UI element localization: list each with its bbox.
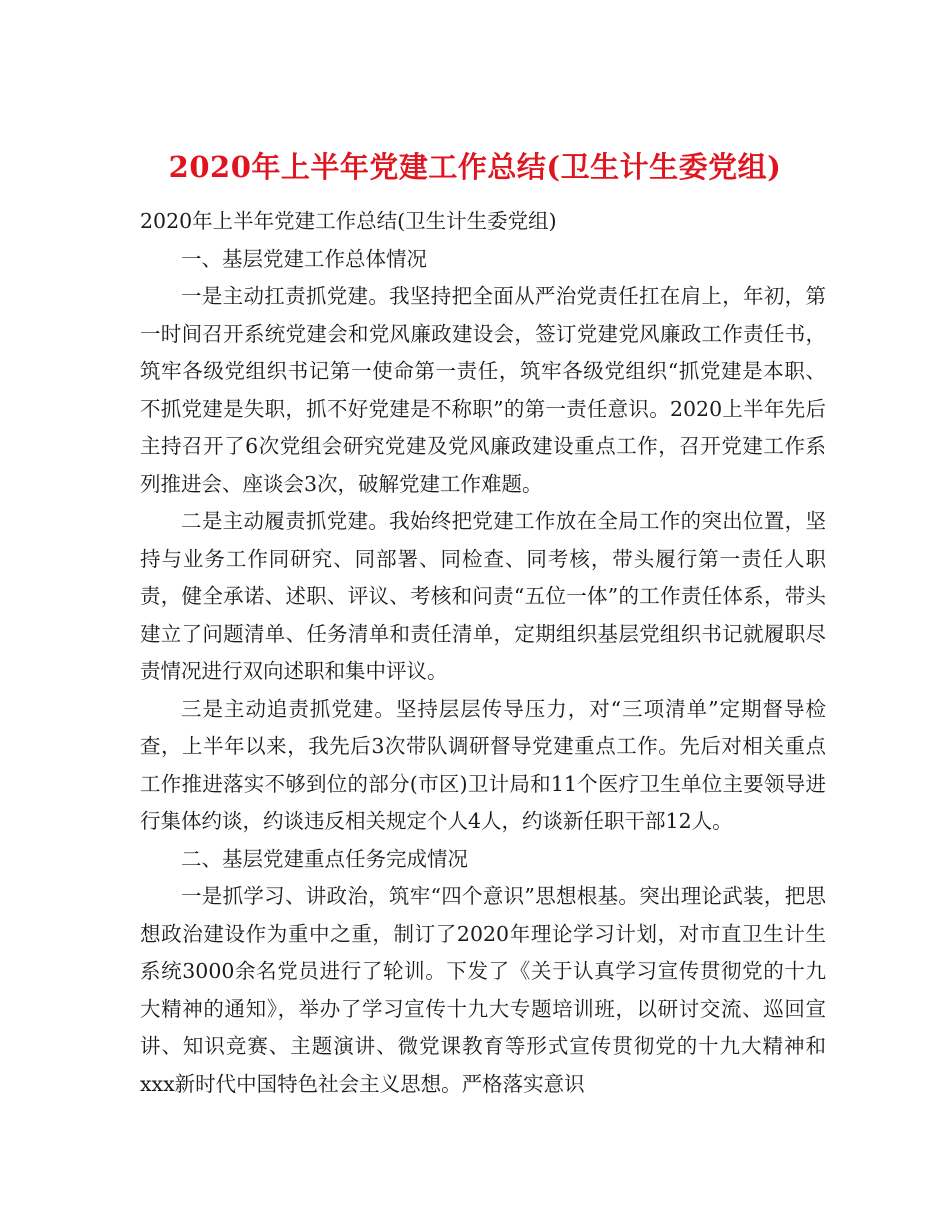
body-paragraph: 一、基层党建工作总体情况 bbox=[181, 246, 427, 271]
body-paragraph: 一是抓学习、讲政治，筑牢“四个意识”思想根基。突出理论武装，把思想政治建设作为重中之重，制订了2020年理论学习计划，对市直卫生计生系统3000余名党员进行了轮训。下发了《关于认真学习宣传贯彻党的十九大精神的通知》，举办了学习宣传十九大专题培训班，以研讨交流、巡回宣讲、知识竞赛、主题演讲、微党课教育等形式宣传贯彻党的十九大精神和xxx新时代中国特色社会主义思想。严格落实意识 bbox=[140, 884, 826, 1096]
body-paragraph: 2020年上半年党建工作总结(卫生计生委党组) bbox=[140, 209, 557, 233]
body-paragraph: 二是主动履责抓党建。我始终把党建工作放在全局工作的突出位置，坚持与业务工作同研究、同部署、同检查、同考核，带头履行第一责任人职责，健全承诺、述职、评议、考核和问责“五位一体”的工作责任体系，带头建立了问题清单、任务清单和责任清单，定期组织基层党组织书记就履职尽责情况进行双向述职和集中评议。 bbox=[140, 509, 826, 683]
body-paragraph: 二、基层党建重点任务完成情况 bbox=[181, 846, 468, 871]
body-paragraph: 三是主动追责抓党建。坚持层层传导压力，对“三项清单”定期督导检查，上半年以来，我先后3次带队调研督导党建重点工作。先后对相关重点工作推进落实不够到位的部分(市区)卫计局和11个医疗卫生单位主要领导进行集体约谈，约谈违反相关规定个人4人，约谈新任职干部12人。 bbox=[140, 696, 826, 833]
body-paragraph: 一是主动扛责抓党建。我坚持把全面从严治党责任扛在肩上，年初，第一时间召开系统党建会和党风廉政建设会，签订党建党风廉政工作责任书，筑牢各级党组织书记第一使命第一责任，筑牢各级党组织“抓党建是本职、不抓党建是失职，抓不好党建是不称职”的第一责任意识。2020上半年先后主持召开了6次党组会研究党建及党风廉政建设重点工作，召开党建工作系列推进会、座谈会3次，破解党建工作难题。 bbox=[140, 284, 826, 496]
document-body bbox=[140, 203, 826, 1103]
document-title: 2020年上半年党建工作总结(卫生计生委党组) bbox=[168, 150, 782, 185]
